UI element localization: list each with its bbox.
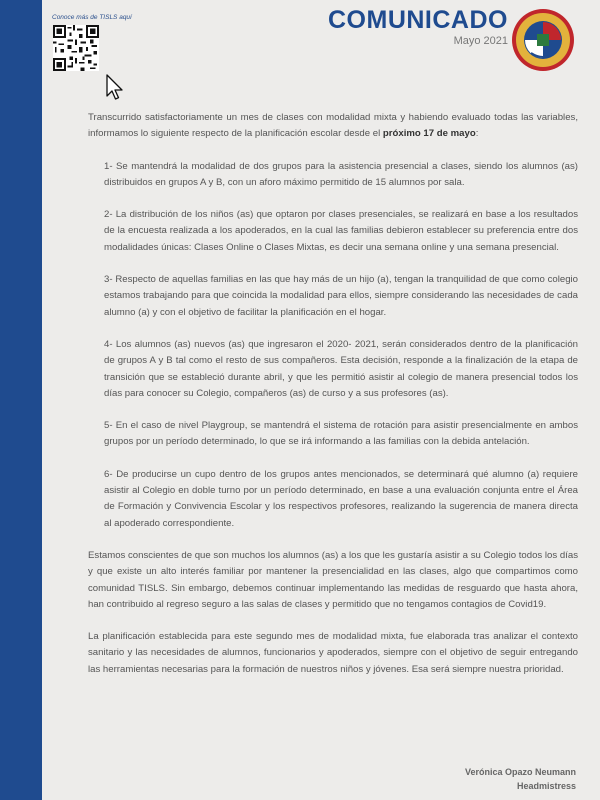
list-item: 2- La distribución de los niños (as) que optaron por clases presenciales, se realizará en base a los resultados de la encuesta realizada a los apoderados, en la cual las familias debieron establecer su preferencia entre dos modalidades únicas: Clases Online o Clases Mixtas, es decir una semana online y una semana presencial. xyxy=(104,209,578,253)
qr-code[interactable] xyxy=(53,25,99,71)
list-item: 6- De producirse un cupo dentro de los grupos antes mencionados, se determinará qué alumno (a) requiere asistir al Colegio en doble turno por un período determinado, en base a una evaluación conjunta entre el Área de Formación y Convivencia Escolar y los respectivos profesores, realizando la sugerencia de manera directa al apoderado correspondiente. xyxy=(104,468,578,529)
intro-paragraph: Transcurrido satisfactoriamente un mes de clases con modalidad mixta y habiendo evaluado todas las variables, informamos lo siguiente respecto de la planificación escolar desde el próximo 17 de mayo: xyxy=(88,112,578,140)
signature-block xyxy=(465,765,576,793)
mouse-cursor-icon xyxy=(106,74,124,102)
body-paragraph: Estamos conscientes de que son muchos los alumnos (as) a los que les gustaría asistir a su Colegio todos los días y que existe un alto interés familiar por mantener la presencialidad en las clases, algo que compartimos como comunidad TISLS. Sin embargo, debemos continuar implementando las medidas de resguardo que hasta ahora, han contribuido al regreso seguro a las salas de clases y permitido que no tengamos contagios de Covid19. xyxy=(88,549,578,610)
key-date: próximo 17 de mayo xyxy=(382,128,476,140)
list-item: 1- Se mantendrá la modalidad de dos grupos para la asistencia presencial a clases, siendo los alumnos (as) distribuidos en grupos A y B, con un aforo máximo permitido de 15 alumnos por sala. xyxy=(104,160,578,188)
school-seal-logo xyxy=(511,8,575,72)
signatory-name: Verónica Opazo Neumann xyxy=(464,767,576,777)
page-title: COMUNICADO xyxy=(328,6,508,34)
signatory-role: Headmistress xyxy=(516,781,576,791)
list-item: 4- Los alumnos (as) nuevos (as) que ingresaron el 2020- 2021, serán considerados dentro de la planificación de grupos A y B tal como el resto de sus compañeros. Esta decisión, responde a la finalización de la etapa de transición que se estableció durante abril, y que les permitió asistir al colegio de manera presencial todos los días para conocer su Colegio, compañeros (as) de curso y a sus profesores (as). xyxy=(104,338,578,399)
body-paragraph: La planificación establecida para este segundo mes de modalidad mixta, fue elaborada tras analizar el contexto sanitario y las necesidades de alumnos, funcionarios y apoderados, siempre con el objetivo de seguir entregando las herramientas necesarias para la formación de nuestros niños y jóvenes. Esa será siempre nuestra prioridad. xyxy=(88,631,578,675)
qr-caption: Conoce más de TISLS aquí xyxy=(52,14,132,21)
left-accent-bar xyxy=(0,0,42,800)
document-date: Mayo 2021 xyxy=(453,35,508,47)
list-item: 5- En el caso de nivel Playgroup, se mantendrá el sistema de rotación para asistir presencialmente en ambos grupos por un período determinado, lo que se irá informando a las familias con la debida antelación. xyxy=(104,420,578,448)
letter-body xyxy=(88,110,578,694)
list-item: 3- Respecto de aquellas familias en las que hay más de un hijo (a), tengan la tranquilidad de que como colegio estamos trabajando para que coincida la modalidad para ellos, siempre considerando las necesidades de cada alumno (a) y con el objetivo de facilitar la planificación en el hogar. xyxy=(104,274,578,318)
